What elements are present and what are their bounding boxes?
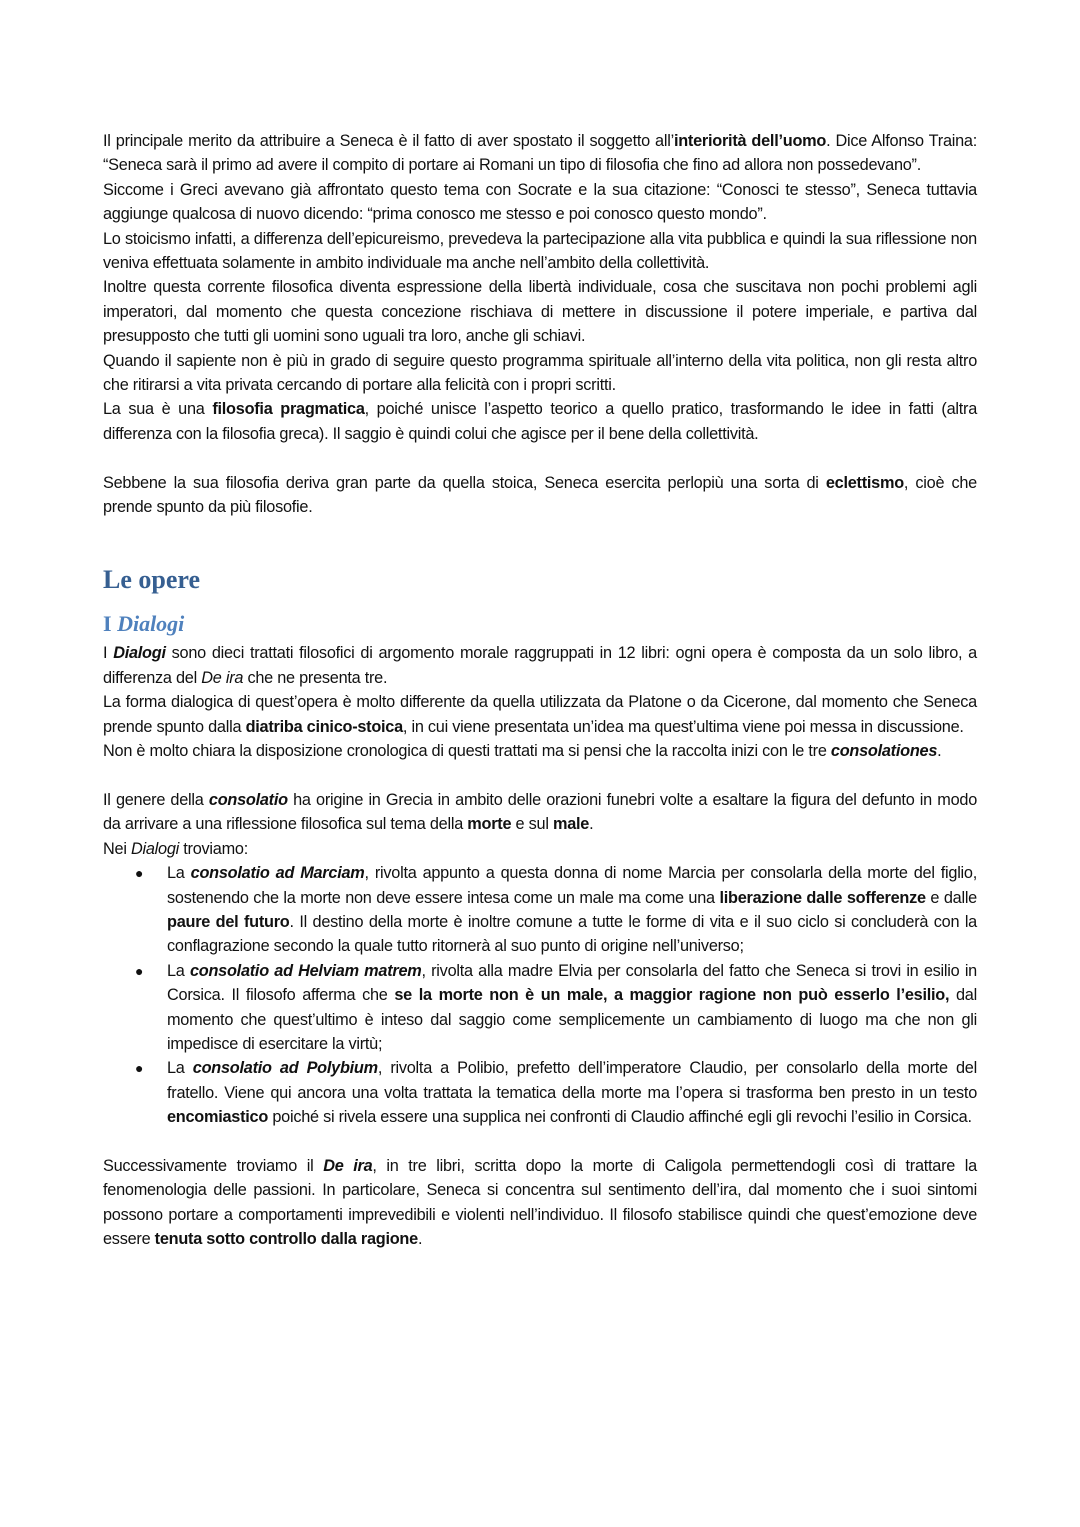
paragraph-freedom: Inoltre questa corrente filosofica diventa espressione della libertà individuale, cosa che suscitava non pochi problemi agli imperatori, dal momento che questa concezione rischiava di mettere in discussione il potere imperiale, e partiva dal presupposto che tutti gli uomini sono uguali tra loro, anche gli schiavi. [103, 278, 977, 346]
document-page [103, 129, 977, 1252]
paragraph-chronology: Non è molto chiara la disposizione cronologica di questi trattati ma si pensi che la raccolta inizi con le tre consolationes. [103, 742, 942, 761]
list-item-marciam [135, 861, 978, 959]
paragraph-consolatio-genre: Il genere della consolatio ha origine in Grecia in ambito delle orazioni funebri volte a esaltare la figura del defunto in modo da arrivare a una riflessione filosofica sul tema della morte e sul male. [103, 790, 978, 834]
paragraph-dialogic-form: La forma dialogica di quest’opera è molto differente da quella utilizzata da Platone o da Cicerone, dal momento che Seneca prende spunto dalla diatriba cinico-stoica, in cui viene presentata un’idea ma quest’ultima viene poi messa in discussione. [103, 693, 977, 736]
list-item-text: La consolatio ad Marciam, rivolta appunto a questa donna di nome Marcia per consolarla della morte del figlio, sostenendo che la morte non deve essere intesa come un male ma come una liberazione dalle sofferenze e dalle paure del futuro. Il destino della morte è inoltre comune a tutte le forme di vita e il suo ciclo si concluderà con la conflagrazione secondo la quale tutto ritornerà al suo punto di origine nell’universo; [167, 864, 978, 956]
paragraph-dialogi-list-intro: Nei Dialogi troviamo: [103, 839, 248, 858]
paragraph-sapiente: Quando il sapiente non è più in grado di seguire questo programma spirituale all’interno della vita politica, non gli resta altro che ritirarsi a vita privata cercando di portare alla felicità con i propri scritti. [103, 351, 977, 395]
paragraph-de-ira: Successivamente troviamo il De ira, in tre libri, scritta dopo la morte di Caligola permettendogli così di trattare la fenomenologia delle passioni. In particolare, Seneca si concentra sul sentimento dell’ira, dal momento che i suoi sintomi possono portare a comportamenti imprevedibili e violenti nell’individuo. Il filosofo stabilisce quindi che quest’emozione deve essere tenuta sotto controllo dalla ragione. [103, 1156, 977, 1249]
paragraph-stoicism: Lo stoicismo infatti, a differenza dell’epicureismo, prevedeva la partecipazione alla vita pubblica e quindi la sua riflessione non veniva effettuata solamente in ambito individuale ma anche nell’ambito della collettività. [103, 229, 977, 273]
paragraph-pragmatic: La sua è una filosofia pragmatica, poiché unisce l’aspetto teorico a quello pratico, trasformando le idee in fatti (altra differenza con la filosofia greca). Il saggio è quindi colui che agisce per il bene della collettività. [103, 400, 977, 443]
spacer [103, 446, 977, 470]
spacer [103, 1130, 977, 1154]
spacer [103, 764, 977, 788]
bullet-icon: ● [135, 962, 144, 979]
bullet-icon: ● [135, 865, 144, 882]
list-item-text: La consolatio ad Polybium, rivolta a Polibio, prefetto dell’imperatore Claudio, per consolarlo della morte del fratello. Viene qui ancora una volta trattata la tematica della morte ma l’opera si trasforma ben presto in un testo encomiastico poiché si rivela essere una supplica nei confronti di Claudio affinché egli gli revochi l’esilio in Corsica. [167, 1059, 977, 1127]
consolationes-list [103, 861, 977, 1129]
bullet-icon: ● [135, 1060, 144, 1077]
heading-dialogi-title: Dialogi [117, 611, 185, 637]
heading-le-opere: Le opere [103, 565, 200, 595]
paragraph-socrates: Siccome i Greci avevano già affrontato questo tema con Socrate e la sua citazione: “Conosci te stesso”, Seneca tuttavia aggiunge qualcosa di nuovo dicendo: “prima conosco me stesso e poi conosco questo mondo”. [103, 180, 977, 224]
heading-dialogi-prefix: I [103, 611, 118, 637]
spacer [103, 519, 977, 565]
paragraph-eclecticism: Sebbene la sua filosofia deriva gran parte da quella stoica, Seneca esercita perlopiù una sorta di eclettismo, cioè che prende spunto da più filosofie. [103, 473, 977, 517]
list-item-text: La consolatio ad Helviam matrem, rivolta alla madre Elvia per consolarla del fatto che Seneca si trovi in esilio in Corsica. Il filosofo afferma che se la morte non è un male, a maggior ragione non può esserlo l’esilio, dal momento che quest’ultimo è inteso dal saggio come semplicemente un cambiamento di luogo ma che non gli impedisce di esercitare la virtù; [167, 961, 977, 1053]
list-item-polybium [135, 1056, 977, 1129]
list-item-helviam [135, 959, 977, 1057]
paragraph-dialogi-intro: I Dialogi sono dieci trattati filosofici di argomento morale raggruppati in 12 libri: ogni opera è composta da un solo libro, a differenza del De ira che ne presenta tre. [103, 644, 977, 687]
heading-dialogi [103, 611, 977, 637]
paragraph-interiority: Il principale merito da attribuire a Seneca è il fatto di aver spostato il soggetto all’interiorità dell’uomo. Dice Alfonso Traina: “Seneca sarà il primo ad avere il compito di portare ai Romani un tipo di filosofia che fino ad allora non possedevano”. [103, 132, 977, 175]
